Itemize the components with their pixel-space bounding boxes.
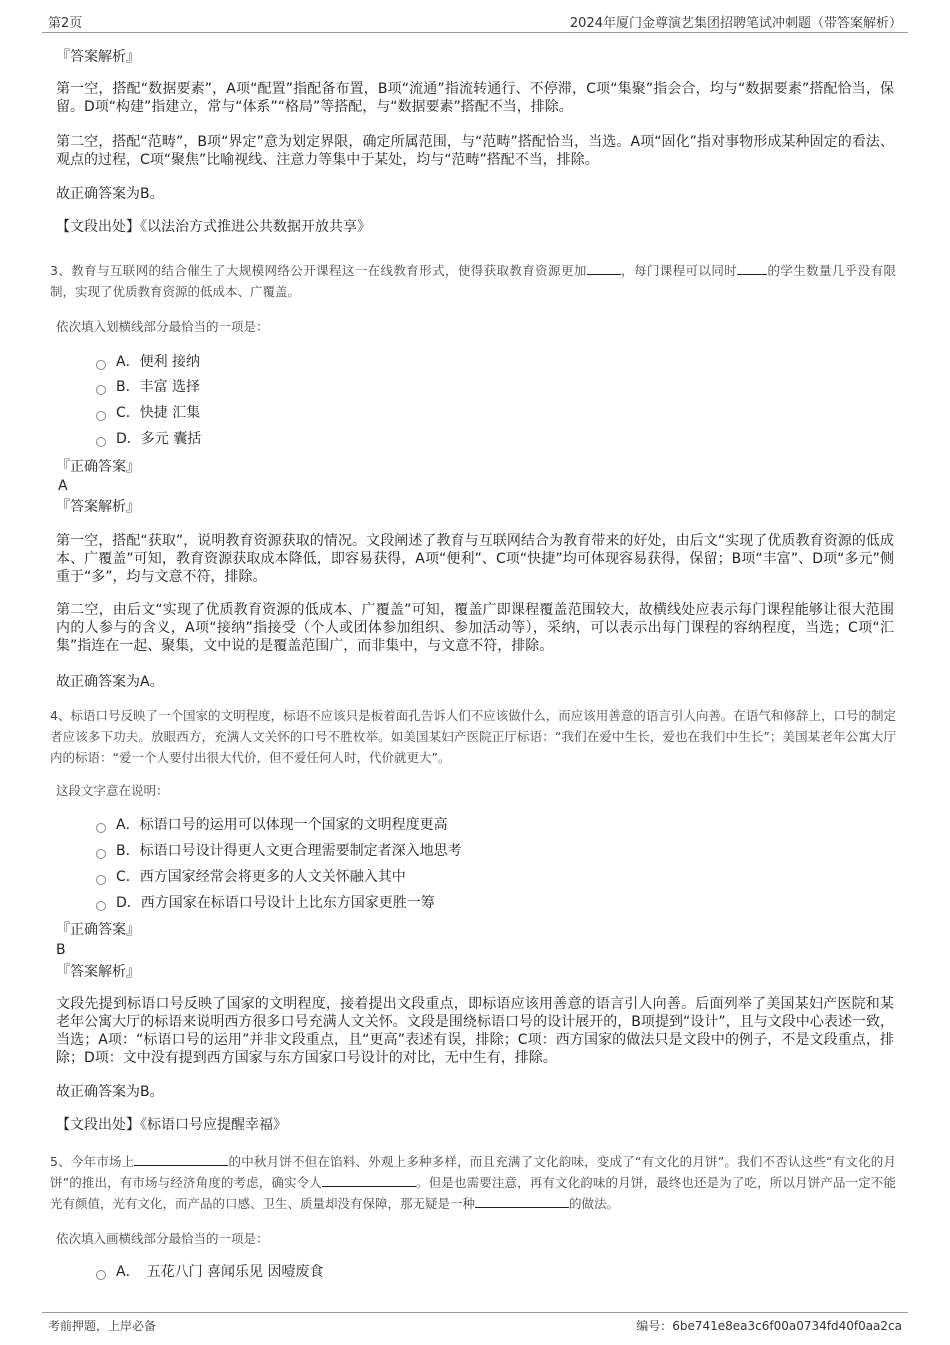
option-c[interactable] (96, 403, 200, 423)
radio-icon[interactable] (96, 849, 106, 859)
option-label: A．便利 接纳 (116, 354, 201, 370)
option-label: D．西方国家在标语口号设计上比东方国家更胜一筹 (116, 895, 435, 911)
radio-icon[interactable] (96, 360, 106, 370)
footer-slogan: 考前押题，上岸必备 (48, 1319, 157, 1333)
question-text-part: 5、今年市场上 (50, 1154, 135, 1169)
option-b[interactable] (96, 841, 462, 861)
page-footer (42, 1312, 908, 1335)
fill-blank (737, 261, 767, 275)
question-text-part: 的学生数量几乎没有限制，实现了优质教育资源的低成本、广覆盖。 (50, 263, 896, 299)
question-hint: 依次填入划横线部分最恰当的一项是： (56, 319, 269, 334)
analysis-paragraph: 第二空，由后文“实现了优质教育资源的低成本、广覆盖”可知，覆盖广即课程覆盖范围较大，故横线处应表示每门课程能够让很大范围内的人参与的含义，A项“接纳”指接受（个人或团体参加组织、参加活动等），采纳，可以表示出每门课程的容纳程度，当选；C项“汇集”指连在一起、聚集，文中说的是覆盖范围广，而非集中，与文意不符，排除。 (56, 602, 894, 654)
radio-icon[interactable] (96, 437, 106, 447)
radio-icon[interactable] (96, 823, 106, 833)
option-a[interactable] (96, 1262, 323, 1282)
analysis-paragraph: 第二空，搭配“范畴”，B项“界定”意为划定界限，确定所属范围，与“范畴”搭配恰当，当选。A项“固化”指对事物形成某种固定的看法、观点的过程，C项“聚焦”比喻视线、注意力等集中于某处，均与“范畴”搭配不当，排除。 (56, 134, 894, 168)
fill-blank (322, 1173, 416, 1187)
option-a[interactable] (96, 352, 200, 372)
question-text (50, 1151, 896, 1214)
analysis-paragraph: 第一空，搭配“数据要素”，A项“配置”指配备布置，B项“流通”指流转通行、不停滞，C项“集聚”指会合，均与“数据要素”搭配恰当，保留。D项“构建”指建立，常与“体系”“格局”等搭配，与“数据要素”搭配不当，排除。 (56, 81, 894, 115)
option-d[interactable] (96, 893, 435, 913)
question-text-part: 的做法。 (569, 1196, 620, 1211)
correct-answer-label: 『正确答案』 (56, 459, 140, 475)
option-label: A．标语口号的运用可以体现一个国家的文明程度更高 (116, 817, 448, 833)
option-c[interactable] (96, 867, 406, 887)
analysis-label: 『答案解析』 (56, 964, 140, 980)
option-label: B．丰富 选择 (116, 379, 201, 395)
document-code: 编号：6be741e8ea3c6f00a0734fd40f0aa2ca (636, 1319, 902, 1333)
option-d[interactable] (96, 429, 201, 449)
fill-blank (475, 1194, 569, 1208)
answer-conclusion: 故正确答案为B。 (56, 186, 164, 202)
analysis-paragraph: 第一空，搭配“获取”，说明教育资源获取的情况。文段阐述了教育与互联网结合为教育带来的好处，由后文“实现了优质教育资源的低成本、广覆盖”可知，教育资源获取成本降低，即容易获得，A项“便利”、C项“快捷”均可体现容易获得，保留；B项“丰富”、D项“多元”侧重于“多”，均与文意不符，排除。 (56, 533, 894, 585)
option-label: C．快捷 汇集 (116, 405, 201, 421)
analysis-label: 『答案解析』 (56, 499, 140, 515)
correct-answer: A (58, 478, 68, 494)
radio-icon[interactable] (96, 411, 106, 421)
question-hint: 依次填入画横线部分最恰当的一项是： (56, 1231, 269, 1246)
option-label: D．多元 囊括 (116, 431, 202, 447)
document-title: 2024年厦门金尊演艺集团招聘笔试冲刺题（带答案解析） (569, 16, 902, 31)
option-label: C．西方国家经常会将更多的人文关怀融入其中 (116, 869, 406, 885)
analysis-label: 『答案解析』 (56, 49, 140, 65)
radio-icon[interactable] (96, 1270, 106, 1280)
question-text: 4、标语口号反映了一个国家的文明程度，标语不应该只是板着面孔告诉人们不应该做什么，而应该用善意的语言引人向善。在语气和修辞上，口号的制定者应该多下功夫。放眼西方，充满人文关怀的口号不胜枚举。如美国某妇产医院正厅标语：“我们在爱中生长，爱也在我们中生长”；美国某老年公寓大厅内的标语：“爱一个人要付出很大代价，但不爱任何人时，代价就更大”。 (50, 708, 896, 765)
question-text-part: ，每门课程可以同时 (620, 263, 738, 278)
source-citation: 【文段出处】《以法治方式推进公共数据开放共享》 (56, 219, 371, 235)
question-text-part: 的中秋月饼不但在馅料、外观上多种多样，而且充满了文化韵味，变成了“有文化的月饼”。我们不否认这些“有文化的月饼”的推出，有市场与经济角度的考虑，确实令人 (50, 1154, 896, 1190)
option-b[interactable] (96, 377, 200, 397)
question-text (50, 260, 896, 302)
option-label: B．标语口号设计得更人文更合理需要制定者深入地思考 (116, 843, 462, 859)
option-a[interactable] (96, 815, 448, 835)
question-text-part: 3、教育与互联网的结合催生了大规模网络公开课程这一在线教育形式，使得获取教育资源更加 (50, 263, 587, 278)
answer-conclusion: 故正确答案为B。 (56, 1084, 164, 1100)
radio-icon[interactable] (96, 901, 106, 911)
correct-answer-label: 『正确答案』 (56, 922, 140, 938)
question-hint: 这段文字意在说明： (56, 783, 169, 798)
correct-answer: B (56, 942, 66, 958)
fill-blank (134, 1152, 228, 1166)
analysis-paragraph: 文段先提到标语口号反映了国家的文明程度，接着提出文段重点，即标语应该用善意的语言引人向善。后面列举了美国某妇产医院和某老年公寓大厅的标语来说明西方很多口号充满人文关怀。文段是围绕标语口号的设计展开的，B项提到“设计”，且与文段中心表述一致，当选；A项：“标语口号的运用”并非文段重点，且“更高”表述有误，排除；C项：西方国家的做法只是文段中的例子，不是文段重点，排除；D项：文中没有提到西方国家与东方国家口号设计的对比，无中生有，排除。 (56, 996, 894, 1066)
radio-icon[interactable] (96, 875, 106, 885)
question-text-part: 。但是也需要注意，再有文化韵味的月饼，最终也还是为了吃，所以月饼产品一定不能光有颜值，光有文化，而产品的口感、卫生、质量却没有保障，那无疑是一种 (50, 1175, 896, 1211)
option-label: A． 五花八门 喜闻乐见 因噎废食 (116, 1264, 324, 1280)
page-header (42, 12, 908, 33)
page-number: 第2页 (48, 16, 83, 31)
radio-icon[interactable] (96, 385, 106, 395)
fill-blank (587, 261, 621, 275)
answer-conclusion: 故正确答案为A。 (56, 674, 164, 690)
source-citation: 【文段出处】《标语口号应提醒幸福》 (56, 1117, 287, 1133)
